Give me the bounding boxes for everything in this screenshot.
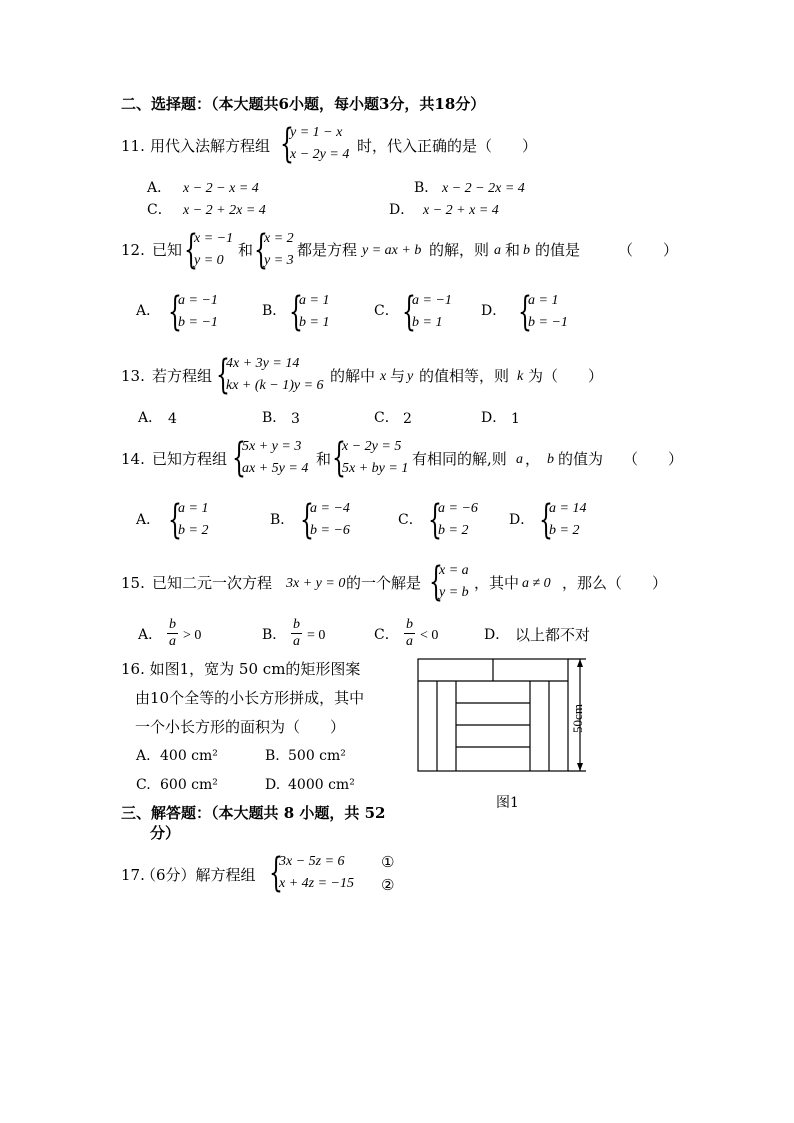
q12-option-b-eq2: b = 1 xyxy=(299,315,330,330)
q17-eq1: 3x − 5z = 6 xyxy=(279,854,345,869)
q13-option-a-label[interactable]: A． xyxy=(138,410,163,426)
q15-option-a-rel: > 0 xyxy=(183,628,202,643)
q15-condition: a ≠ 0 xyxy=(522,576,551,591)
q14-sys2-eq2: 5x + by = 1 xyxy=(342,461,409,476)
q11-option-b-label[interactable]: B． xyxy=(414,180,439,196)
q14-option-a-eq1: a = 1 xyxy=(178,501,209,516)
q15-option-b-label[interactable]: B． xyxy=(262,627,287,643)
q14-option-a-label[interactable]: A． xyxy=(136,512,161,528)
q11-stem-pre: 用代入法解方程组 xyxy=(150,137,271,155)
q17-eq2: x + 4z = −15 xyxy=(279,876,355,891)
q12-sys1-eq1: x = −1 xyxy=(194,231,234,246)
q13-var-y: y xyxy=(407,369,414,384)
q14-system-1 xyxy=(232,436,308,480)
q15-option-a-fraction xyxy=(167,617,178,650)
q14-var-b: b xyxy=(547,452,554,467)
q12-option-a-brace: { xyxy=(168,289,182,335)
q12-system-1 xyxy=(184,228,233,272)
q14-brace-2: { xyxy=(332,435,346,481)
q12-option-b-label[interactable]: B． xyxy=(262,303,287,319)
q14-and: 和 xyxy=(316,450,332,468)
q16-line-2: 由10个全等的小长方形拼成，其中 xyxy=(135,689,365,707)
q13-option-c-text: 2 xyxy=(403,411,412,427)
q13-eq1: 4x + 3y = 14 xyxy=(226,356,300,371)
q12-stem-mid: 都是方程 xyxy=(297,241,358,259)
q17-mark-2: ② xyxy=(381,876,395,894)
section-3-heading-line-1: 三、解答题：（本大题共 8 小题，共 52 xyxy=(121,804,386,822)
q15-stem-pre: 已知二元一次方程 xyxy=(152,574,273,592)
q12-option-a-label[interactable]: A． xyxy=(136,303,161,319)
q17-system xyxy=(269,851,354,895)
q13-stem-post-c: 为（ ） xyxy=(528,367,604,385)
q15-stem-post-b: ，那么（ ） xyxy=(562,574,668,592)
q14-option-a-eq2: b = 2 xyxy=(178,523,209,538)
q16-option-d-text: 4000 cm² xyxy=(288,777,355,793)
q14-brace-1: { xyxy=(232,435,246,481)
q12-answer-paren[interactable]: （ ） xyxy=(618,241,679,259)
q15-option-a-den: a xyxy=(169,634,176,649)
q13-brace: { xyxy=(216,352,230,398)
q16-option-b-text: 500 cm² xyxy=(288,748,346,764)
q15-option-d-label[interactable]: D． xyxy=(484,627,510,643)
q15-option-b-fraction xyxy=(291,617,302,650)
q12-option-d-label[interactable]: D． xyxy=(481,303,507,319)
q12-option-a-system xyxy=(168,290,218,334)
q15-option-d-text: 以上都不对 xyxy=(515,626,591,644)
q14-option-d-brace: { xyxy=(539,497,553,543)
section-2-heading: 二、选择题：（本大题共6小题，每小题3分，共18分） xyxy=(121,95,486,113)
q12-option-b-system xyxy=(289,290,329,334)
q16-option-b-label[interactable]: B. xyxy=(265,748,280,764)
q16-option-c-label[interactable]: C. xyxy=(136,777,151,793)
q12-number: 12. xyxy=(121,241,145,259)
q17-mark-1: ① xyxy=(381,853,395,871)
q15-option-b-rel: = 0 xyxy=(307,628,326,643)
q12-option-b-brace: { xyxy=(289,289,303,335)
q12-system-2 xyxy=(254,228,294,272)
q14-option-b-eq2: b = −6 xyxy=(310,523,350,538)
q11-option-a-text: x − 2 − x = 4 xyxy=(183,181,259,196)
q11-option-c-text: x − 2 + 2x = 4 xyxy=(183,203,266,218)
q12-and: 和 xyxy=(238,241,254,259)
fig-arrow-bottom xyxy=(577,763,583,771)
q12-option-a-eq1: a = −1 xyxy=(178,293,218,308)
q16-option-d-label[interactable]: D. xyxy=(265,777,281,793)
q11-brace: { xyxy=(280,121,294,167)
q15-eq2: y = b xyxy=(439,585,469,600)
q16-option-c-text: 600 cm² xyxy=(160,777,218,793)
q12-stem-post-a: 的解，则 xyxy=(429,241,490,259)
q15-brace: { xyxy=(429,559,443,605)
q15-option-c-rel: < 0 xyxy=(420,628,439,643)
q14-option-c-eq2: b = 2 xyxy=(438,523,469,538)
q16-option-a-label[interactable]: A. xyxy=(136,748,151,764)
q12-var-a: a xyxy=(494,243,501,258)
q12-option-c-system xyxy=(402,290,452,334)
q14-var-a: a xyxy=(516,452,523,467)
q14-option-c-system xyxy=(428,498,478,542)
q12-option-d-eq1: a = 1 xyxy=(528,293,559,308)
q13-stem-post-a: 的解中 xyxy=(330,367,376,385)
q12-brace-2: { xyxy=(254,227,268,273)
q12-sys2-eq1: x = 2 xyxy=(264,231,294,246)
q17-number: 17. xyxy=(121,866,145,884)
q16-line-3: 一个小长方形的面积为（ ） xyxy=(135,718,346,736)
q11-option-a-label[interactable]: A． xyxy=(147,180,172,196)
q14-stem-post-b: 的值为 xyxy=(558,450,604,468)
q12-option-a-eq2: b = −1 xyxy=(178,315,218,330)
q11-option-d-text: x − 2 + x = 4 xyxy=(423,203,499,218)
q14-system-2 xyxy=(332,436,408,480)
q14-option-b-system xyxy=(300,498,350,542)
q13-stem-post-b: 的值相等，则 xyxy=(419,367,510,385)
q14-stem-post-a: 有相同的解,则 xyxy=(412,450,507,468)
q14-option-d-label[interactable]: D． xyxy=(509,512,535,528)
q12-stem-post-b: 的值是 xyxy=(535,241,581,259)
q15-option-c-fraction xyxy=(404,617,415,650)
q14-comma: ， xyxy=(525,450,541,468)
q13-option-c-label[interactable]: C． xyxy=(374,410,399,426)
q12-var-b: b xyxy=(523,243,530,258)
q15-option-b-num: b xyxy=(293,617,300,632)
q12-sys1-eq2: y = 0 xyxy=(194,253,224,268)
fig-arrow-top xyxy=(577,659,583,667)
q13-option-d-label[interactable]: D． xyxy=(481,410,507,426)
q14-option-a-system xyxy=(168,498,208,542)
q14-option-c-brace: { xyxy=(428,497,442,543)
q12-option-b-eq1: a = 1 xyxy=(299,293,330,308)
q12-sys2-eq2: y = 3 xyxy=(264,253,294,268)
q11-option-d-label[interactable]: D． xyxy=(389,202,415,218)
q12-option-c-eq1: a = −1 xyxy=(412,293,452,308)
q14-stem-pre: 已知方程组 xyxy=(152,450,228,468)
q15-system xyxy=(429,560,469,604)
q13-and: 与 xyxy=(390,367,406,385)
q12-option-d-eq2: b = −1 xyxy=(528,315,568,330)
figure-1-dimension-label: 50cm xyxy=(569,704,585,733)
q15-equation: 3x + y = 0 xyxy=(286,576,346,591)
q17-brace: { xyxy=(269,850,283,896)
q15-option-c-den: a xyxy=(406,634,413,649)
figure-1-caption: 图1 xyxy=(496,795,519,811)
q12-option-c-eq2: b = 1 xyxy=(412,315,443,330)
q13-option-b-text: 3 xyxy=(291,411,300,427)
q13-option-d-text: 1 xyxy=(511,411,520,427)
q12-option-d-system xyxy=(518,290,568,334)
q14-option-a-brace: { xyxy=(168,497,182,543)
q12-option-c-brace: { xyxy=(402,289,416,335)
q14-option-b-label[interactable]: B． xyxy=(270,512,295,528)
q11-eq1: y = 1 − x xyxy=(290,125,343,140)
section-3-heading-line-2: 分） xyxy=(150,824,181,842)
q11-option-c-label[interactable]: C． xyxy=(147,202,172,218)
q15-option-a-label[interactable]: A． xyxy=(138,627,163,643)
q13-option-a-text: 4 xyxy=(168,411,177,427)
q15-number: 15. xyxy=(121,574,145,592)
q15-option-c-num: b xyxy=(406,617,413,632)
q14-sys1-eq2: ax + 5y = 4 xyxy=(242,461,309,476)
q15-option-a-num: b xyxy=(169,617,176,632)
q14-sys1-eq1: 5x + y = 3 xyxy=(242,439,302,454)
q11-number: 11. xyxy=(121,137,145,155)
q15-eq1: x = a xyxy=(439,563,469,578)
q16-option-a-text: 400 cm² xyxy=(160,748,218,764)
q15-option-c-label[interactable]: C． xyxy=(374,627,399,643)
q13-stem-pre: 若方程组 xyxy=(152,367,213,385)
q13-option-b-label[interactable]: B． xyxy=(262,410,287,426)
q13-var-x: x xyxy=(380,369,387,384)
q13-number: 13. xyxy=(121,367,145,385)
q12-and-2: 和 xyxy=(505,241,521,259)
q11-stem-post: 时，代入正确的是（ ） xyxy=(357,137,538,155)
q14-option-c-eq1: a = −6 xyxy=(438,501,478,516)
q15-option-b-den: a xyxy=(293,634,300,649)
q12-stem-pre: 已知 xyxy=(152,241,183,259)
q16-line-1: 16. 如图1，宽为 50 cm的矩形图案 xyxy=(121,660,361,678)
q12-option-d-brace: { xyxy=(518,289,532,335)
q13-eq2: kx + (k − 1)y = 6 xyxy=(226,378,324,393)
q15-stem-mid: 的一个解是 xyxy=(346,574,422,592)
q11-eq2: x − 2y = 4 xyxy=(290,147,350,162)
q14-sys2-eq1: x − 2y = 5 xyxy=(342,439,402,454)
q14-option-b-brace: { xyxy=(300,497,314,543)
q14-option-c-label[interactable]: C． xyxy=(398,512,423,528)
q11-system xyxy=(280,122,349,166)
q14-option-d-eq2: b = 2 xyxy=(549,523,580,538)
q13-var-k: k xyxy=(517,369,524,384)
q14-answer-paren[interactable]: （ ） xyxy=(623,450,684,468)
q12-option-c-label[interactable]: C． xyxy=(374,303,399,319)
q12-brace-1: { xyxy=(184,227,198,273)
q14-option-b-eq1: a = −4 xyxy=(310,501,350,516)
q17-points: （6分）解方程组 xyxy=(141,866,256,884)
q13-system xyxy=(216,353,324,397)
q14-option-d-eq1: a = 14 xyxy=(549,501,587,516)
q14-number: 14. xyxy=(121,450,145,468)
q15-stem-post-a: ，其中 xyxy=(474,574,520,592)
q12-equation: y = ax + b xyxy=(362,243,422,258)
q14-option-d-system xyxy=(539,498,586,542)
q11-option-b-text: x − 2 − 2x = 4 xyxy=(442,181,525,196)
